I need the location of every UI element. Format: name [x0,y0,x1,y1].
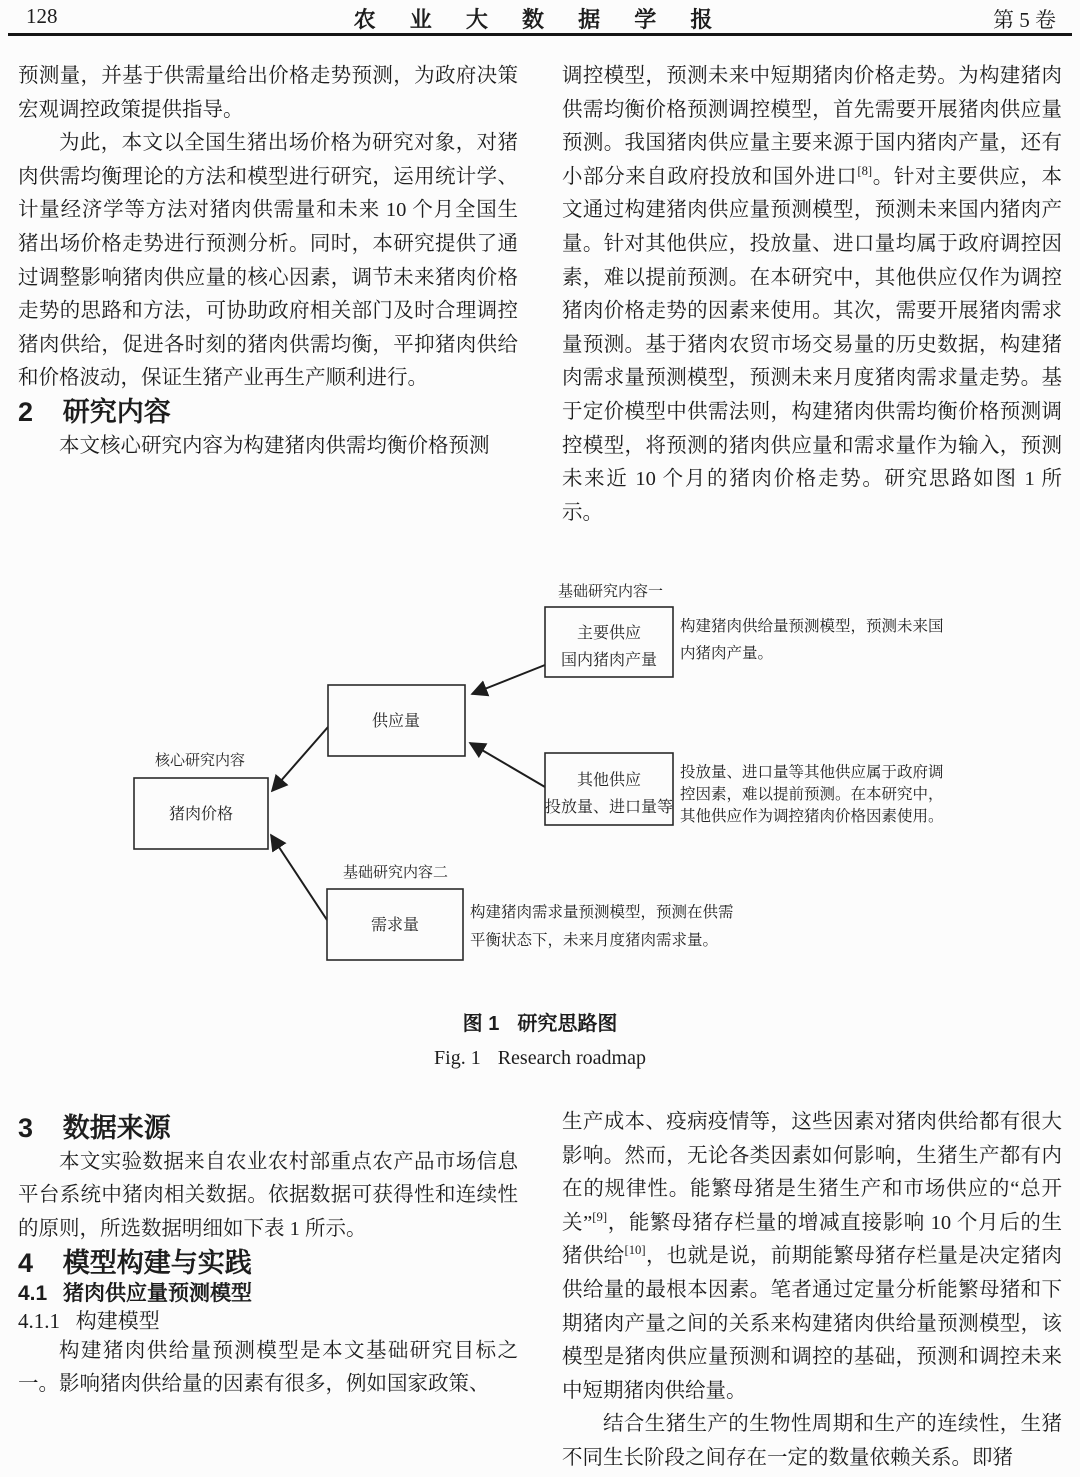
volume-label: 第 5 卷 [993,8,1056,32]
subsection-title: 猪肉供应量预测模型 [62,1282,252,1306]
figure-caption-cn [18,1007,1062,1036]
note-other-supply-line2: 控因素，难以提前预测。在本研究中， [680,786,944,803]
section-heading-4 [18,1247,518,1281]
note-demand-line1: 构建猪肉需求量预测模型，预测在供需 [470,904,734,921]
figure-caption-cn-label: 图 1 [462,1013,500,1035]
flow-box-price-label: 猪肉价格 [168,806,234,823]
note-other-supply-line1: 投放量、进口量等其他供应属于政府调 [680,764,944,781]
flow-box-demand-label: 需求量 [370,917,420,934]
citation-10: [10] [624,1243,646,1258]
flow-box-main-supply-line2: 国内猪肉产量 [560,652,658,669]
figure-caption-en-text: Research roadmap [497,1047,646,1069]
paragraph: 本文实验数据来自农业农村部重点农产品市场信息平台系统中猪肉相关数据。依据数据可获得性和连续性的原则，所选数据明细如下表 1 所示。 [18,1150,518,1240]
section-number: 4 [18,1247,34,1278]
paragraph-text: 。针对主要供应，本文通过构建猪肉供应量预测模型，预测未来国内猪肉产量。针对其他供应，投放量、进口量均属于政府调控因素，难以提前预测。在本研究中，其他供应仅作为调控猪肉价格走势的因素来使用。其次，需要开展猪肉需求量预测。基于猪肉农贸市场交易量的历史数据，构建猪肉需求量预测模型，预测未来月度猪肉需求量走势。基于定价模型中供需法则，构建猪肉供需均衡价格预测调控模型，将预测的猪肉供应量和需求量作为输入，预测未来近 10 个月的猪肉价格走势。研究思路如图 1 所示。 [562,165,1063,524]
note-other-supply-line3: 其他供应作为调控猪肉价格因素使用。 [680,808,944,825]
paragraph-text: 生产成本、疫病疫情等，这些因素对猪肉供给都有很大影响。然而，无论各类因素如何影响，生猪生产都有内在的规律性。能繁母猪是生猪生产和市场供应的“总开关” [562,1111,1062,1234]
journal-title: 农 业 大 数 据 学 报 [353,7,727,32]
subsection-number: 4.1 [18,1282,48,1306]
label-core-research: 核心研究内容 [155,753,246,769]
section-heading-3 [18,1112,518,1146]
figure-captions [18,1007,1062,1070]
paragraph-text: 调控模型，预测未来中短期猪肉价格走势。为构建猪肉供需均衡价格预测调控模型，首先需要开展猪肉供应量预测。我国猪肉供应量主要来源于国内猪肉产量，还有小部分来自政府投放和国外进口 [562,65,1062,188]
paragraph-text: ，也就是说，前期能繁母猪存栏量是决定猪肉供给量的最根本因素。笔者通过定量分析能繁母猪和下期猪肉产量之间的关系来构建猪肉供给量预测模型，该模型是猪肉供应量预测和调控的基础，预测和调控未来中短期猪肉供给量。 [562,1245,1063,1402]
page-header [0,0,1080,34]
section-title: 数据来源 [62,1113,171,1143]
section-heading-2 [18,396,518,430]
arrow-demand-to-price [271,835,327,920]
note-main-supply-line2: 内猪肉产量。 [680,645,774,662]
section-title: 模型构建与实践 [62,1247,252,1278]
header-rule [8,33,1072,36]
paragraph: 构建猪肉供给量预测模型是本文基础研究目标之一。影响猪肉供给量的因素有很多，例如国家政策、 [18,1339,518,1396]
paragraph: 预测量，并基于供需量给出价格走势预测，为政府决策宏观调控政策提供指导。 [18,65,518,121]
subsection-number: 4.1.1 [18,1308,60,1333]
left-column-bottom [18,1112,518,1402]
figure-caption-en [18,1047,1062,1070]
arrow-supply-to-price [272,727,328,791]
section-number: 2 [18,396,34,427]
flow-box-other-supply-line1: 其他供应 [576,772,642,789]
paragraph [562,1106,1062,1408]
paragraph: 本文核心研究内容为构建猪肉供需均衡价格预测 [59,434,490,457]
label-basic-research-2: 基础研究内容二 [343,865,449,881]
paragraph: 为此，本文以全国生猪出场价格为研究对象，对猪肉供需均衡理论的方法和模型进行研究，运用统计学、计量经济学等方法对猪肉供需量和未来 10 个月全国生猪出场价格走势进行预测分析。同时，本研究提供了通过调整影响猪肉供应量的核心因素，调节未来猪肉价格走势的思路和方法，可协助政府相关部门及时合理调控猪肉供给，促进各时刻的猪肉供需均衡，平抑猪肉供给和价格波动，保证生猪产业再生产顺利进行。 [18,132,518,390]
roadmap-diagram [18,565,1062,983]
page-number: 128 [26,4,58,28]
figure-caption-en-label: Fig. 1 [434,1047,481,1069]
right-column-bottom [562,1106,1062,1476]
note-main-supply-line1: 构建猪肉供给量预测模型，预测未来国 [680,618,944,635]
citation-8: [8] [857,163,873,178]
note-demand-line2: 平衡状态下，未来月度猪肉需求量。 [470,932,719,949]
citation-9: [9] [592,1209,608,1224]
right-column-top [562,60,1062,530]
subsection-title: 构建模型 [75,1308,160,1333]
left-column-top [18,60,518,463]
section-title: 研究内容 [62,396,171,427]
paragraph: 结合生猪生产的生物性周期和生产的连续性，生猪不同生长阶段之间存在一定的数量依赖关系。即猪 [562,1413,1062,1469]
flow-box-supply-label: 供应量 [371,713,421,730]
figure-1-research-roadmap [18,565,1062,1070]
section-number: 3 [18,1113,34,1143]
subsection-heading-4-1-1 [18,1308,518,1335]
paragraph-text: ，能繁母猪存栏量的增减直接影响 10 个月后的生猪供给 [562,1211,1062,1268]
flow-box-other-supply-line2: 投放量、进口量等 [544,799,674,816]
paragraph [562,60,1062,530]
label-basic-research-1: 基础研究内容一 [558,584,664,600]
flow-box-main-supply-line1: 主要供应 [576,625,642,642]
arrow-other-supply-to-supply [470,743,545,787]
figure-caption-cn-text: 研究思路图 [517,1013,618,1035]
subsection-heading-4-1 [18,1280,518,1307]
arrow-main-supply-to-supply [472,665,545,694]
